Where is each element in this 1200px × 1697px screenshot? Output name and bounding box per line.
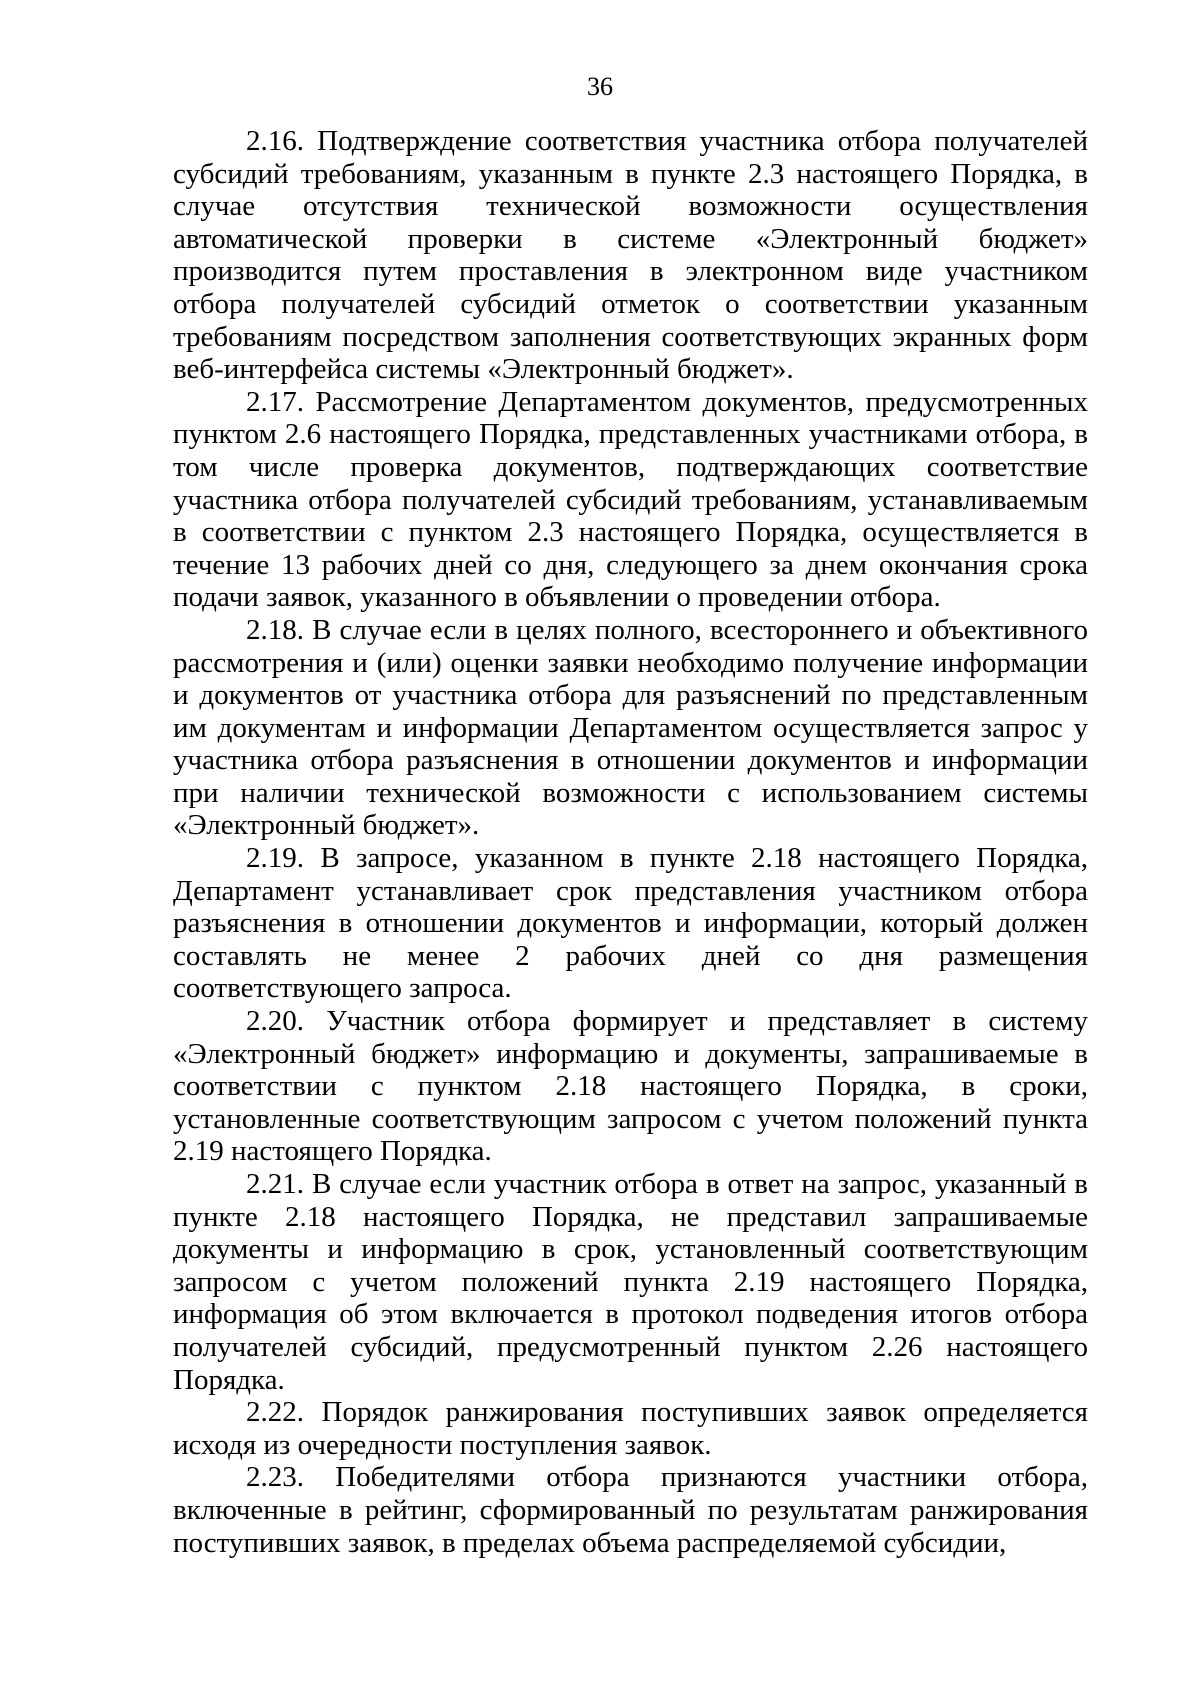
paragraph-2-17: 2.17. Рассмотрение Департаментом документов, предусмотренных пунктом 2.6 настоящего Порядка, представленных участниками отбора, в том числе проверка документов, подтверждающих соответствие участника отбора получателей субсидий требованиям, устанавливаемым в соответствии с пунктом 2.3 настоящего Порядка, осуществляется в течение 13 рабочих дней со дня, следующего за днем окончания срока подачи заявок, указанного в объявлении о проведении отбора. (173, 385, 1088, 614)
paragraph-2-19: 2.19. В запросе, указанном в пункте 2.18 настоящего Порядка, Департамент устанавливает срок представления участником отбора разъяснения в отношении документов и информации, который должен составлять не менее 2 рабочих дней со дня размещения соответствующего запроса. (173, 842, 1088, 1005)
document-body (173, 125, 1088, 1559)
paragraph-2-16: 2.16. Подтверждение соответствия участника отбора получателей субсидий требованиям, указанным в пункте 2.3 настоящего Порядка, в случае отсутствия технической возможности осуществления автоматической проверки в системе «Электронный бюджет» производится путем проставления в электронном виде участником отбора получателей субсидий отметок о соответствии указанным требованиям посредством заполнения соответствующих экранных форм веб-интерфейса системы «Электронный бюджет». (173, 125, 1088, 386)
paragraph-2-22: 2.22. Порядок ранжирования поступивших заявок определяется исходя из очередности поступления заявок. (173, 1396, 1088, 1461)
paragraph-2-21: 2.21. В случае если участник отбора в ответ на запрос, указанный в пункте 2.18 настоящего Порядка, не представил запрашиваемые документы и информацию в срок, установленный соответствующим запросом с учетом положений пункта 2.19 настоящего Порядка, информация об этом включается в протокол подведения итогов отбора получателей субсидий, предусмотренный пунктом 2.26 настоящего Порядка. (173, 1168, 1088, 1396)
paragraph-2-20: 2.20. Участник отбора формирует и представляет в систему «Электронный бюджет» информацию и документы, запрашиваемые в соответствии с пунктом 2.18 настоящего Порядка, в сроки, установленные соответствующим запросом с учетом положений пункта 2.19 настоящего Порядка. (173, 1005, 1088, 1168)
paragraph-2-18: 2.18. В случае если в целях полного, всестороннего и объективного рассмотрения и (или) оценки заявки необходимо получение информации и документов от участника отбора для разъяснений по представленным им документам и информации Департаментом осуществляется запрос у участника отбора разъяснения в отношении документов и информации при наличии технической возможности с использованием системы «Электронный бюджет». (173, 613, 1088, 842)
page-number: 36 (587, 72, 613, 101)
paragraph-2-23: 2.23. Победителями отбора признаются участники отбора, включенные в рейтинг, сформированный по результатам ранжирования поступивших заявок, в пределах объема распределяемой субсидии, (173, 1461, 1088, 1559)
